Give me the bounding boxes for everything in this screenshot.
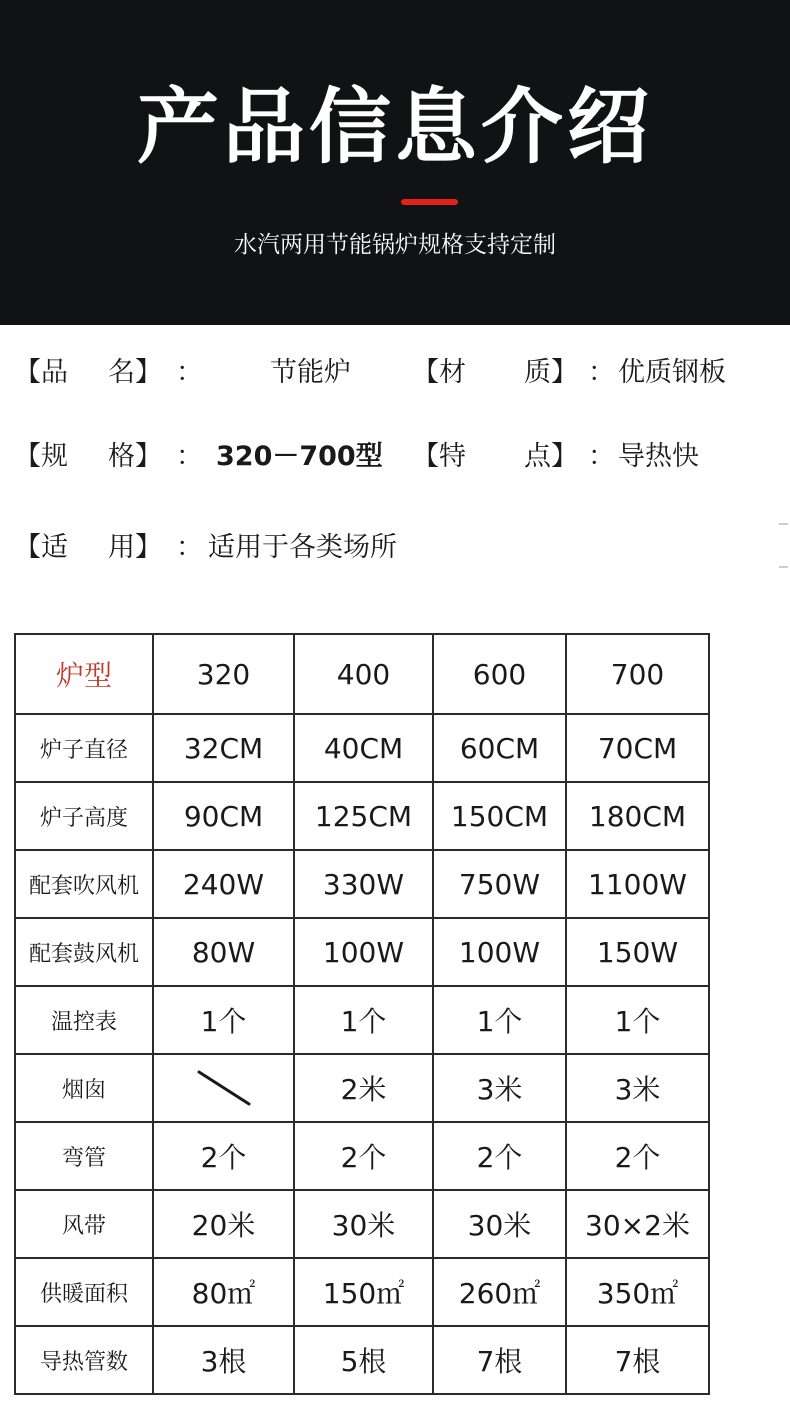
table-cell: 30米 bbox=[294, 1190, 433, 1258]
table-cell: 100W bbox=[294, 918, 433, 986]
row-label: 供暖面积 bbox=[15, 1258, 153, 1326]
table-cell: 32CM bbox=[153, 714, 294, 782]
spec-table-body bbox=[15, 634, 709, 1394]
page-subtitle: 水汽两用节能锅炉规格支持定制 bbox=[234, 232, 556, 258]
table-cell: 2个 bbox=[433, 1122, 566, 1190]
table-row bbox=[15, 1326, 709, 1394]
title-accent-bar bbox=[401, 199, 458, 205]
row-label: 导热管数 bbox=[15, 1326, 153, 1394]
model-cell: 320 bbox=[153, 634, 294, 714]
info-sep: ： bbox=[588, 441, 615, 472]
row-label: 烟囱 bbox=[15, 1054, 153, 1122]
table-row bbox=[15, 918, 709, 986]
table-cell: 5根 bbox=[294, 1326, 433, 1394]
info-value-usage: 适用于各类场所 bbox=[208, 532, 397, 563]
table-cell: 80㎡ bbox=[153, 1258, 294, 1326]
page-title: 产品信息介绍 bbox=[136, 80, 653, 175]
table-cell: 3米 bbox=[566, 1054, 709, 1122]
row-label: 风带 bbox=[15, 1190, 153, 1258]
header-banner bbox=[0, 0, 790, 325]
row-label: 炉子直径 bbox=[15, 714, 153, 782]
table-cell: 260㎡ bbox=[433, 1258, 566, 1326]
model-cell: 600 bbox=[433, 634, 566, 714]
table-cell: 1个 bbox=[294, 986, 433, 1054]
table-cell: 60CM bbox=[433, 714, 566, 782]
row-label: 配套鼓风机 bbox=[15, 918, 153, 986]
table-cell: 150㎡ bbox=[294, 1258, 433, 1326]
table-cell: 240W bbox=[153, 850, 294, 918]
table-cell: 2米 bbox=[294, 1054, 433, 1122]
table-row bbox=[15, 1190, 709, 1258]
table-cell: 180CM bbox=[566, 782, 709, 850]
model-cell: 400 bbox=[294, 634, 433, 714]
table-cell: 1100W bbox=[566, 850, 709, 918]
info-value-spec: 320－700型 bbox=[216, 441, 383, 472]
table-row bbox=[15, 1258, 709, 1326]
row-label: 配套吹风机 bbox=[15, 850, 153, 918]
row-label: 弯管 bbox=[15, 1122, 153, 1190]
table-cell: 1个 bbox=[433, 986, 566, 1054]
info-sep: ： bbox=[176, 441, 203, 472]
table-cell: 150W bbox=[566, 918, 709, 986]
edge-mark bbox=[779, 523, 788, 525]
table-cell: 3根 bbox=[153, 1326, 294, 1394]
table-cell: 3米 bbox=[433, 1054, 566, 1122]
table-header-row bbox=[15, 634, 709, 714]
table-row bbox=[15, 782, 709, 850]
table-cell: 125CM bbox=[294, 782, 433, 850]
table-cell: 7根 bbox=[566, 1326, 709, 1394]
table-row bbox=[15, 850, 709, 918]
info-row-spec-feature: 【规 格】 ： 320－700型 【特 点】 ： 导热快 bbox=[14, 437, 774, 477]
table-cell: 2个 bbox=[566, 1122, 709, 1190]
row-label: 炉子高度 bbox=[15, 782, 153, 850]
info-value-name: 节能炉 bbox=[270, 357, 351, 388]
table-row bbox=[15, 1122, 709, 1190]
table-cell: 750W bbox=[433, 850, 566, 918]
table-cell: 1个 bbox=[153, 986, 294, 1054]
table-cell: 90CM bbox=[153, 782, 294, 850]
info-row-usage: 【适 用】 ： 适用于各类场所 bbox=[14, 528, 774, 568]
table-cell: 2个 bbox=[294, 1122, 433, 1190]
info-row-name-material: 【品 名】 ： 节能炉 【材 质】 ： 优质钢板 bbox=[14, 353, 774, 393]
table-cell: 2个 bbox=[153, 1122, 294, 1190]
table-cell: 150CM bbox=[433, 782, 566, 850]
table-cell: 30米 bbox=[433, 1190, 566, 1258]
table-row bbox=[15, 986, 709, 1054]
table-cell: 1个 bbox=[566, 986, 709, 1054]
edge-mark bbox=[779, 566, 788, 568]
info-value-feature: 导热快 bbox=[618, 441, 699, 472]
table-cell: 350㎡ bbox=[566, 1258, 709, 1326]
table-cell: 100W bbox=[433, 918, 566, 986]
info-sep: ： bbox=[176, 357, 203, 388]
table-cell: 70CM bbox=[566, 714, 709, 782]
spec-table bbox=[14, 633, 710, 1395]
info-sep: ： bbox=[588, 357, 615, 388]
table-row bbox=[15, 714, 709, 782]
table-cell: 330W bbox=[294, 850, 433, 918]
row-label: 炉型 bbox=[15, 634, 153, 714]
table-cell: 40CM bbox=[294, 714, 433, 782]
row-label: 温控表 bbox=[15, 986, 153, 1054]
table-cell: 7根 bbox=[433, 1326, 566, 1394]
info-value-material: 优质钢板 bbox=[618, 357, 726, 388]
table-row bbox=[15, 1054, 709, 1122]
table-cell: 20米 bbox=[153, 1190, 294, 1258]
table-cell: 30×2米 bbox=[566, 1190, 709, 1258]
info-sep: ： bbox=[176, 532, 203, 563]
table-cell: 80W bbox=[153, 918, 294, 986]
not-applicable-slash-icon bbox=[153, 1054, 294, 1122]
model-cell: 700 bbox=[566, 634, 709, 714]
